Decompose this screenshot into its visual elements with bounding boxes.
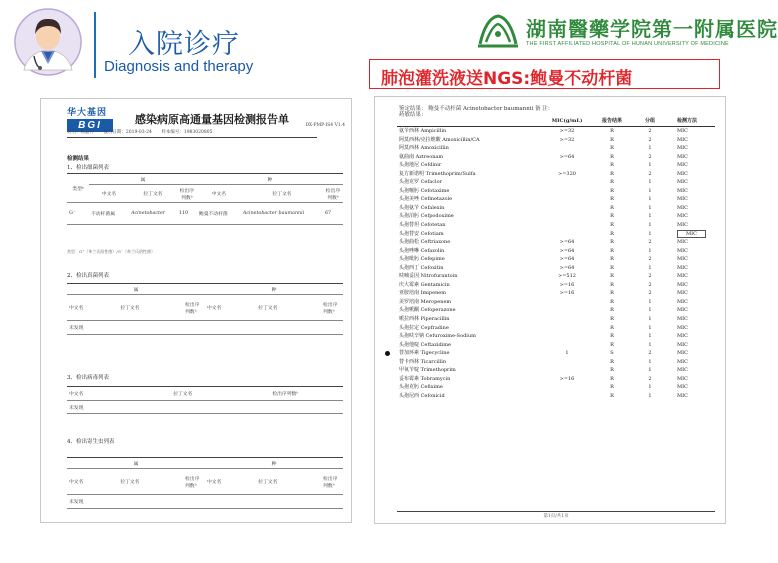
drug-name: 头孢唑啉 Cefazolin <box>399 247 445 254</box>
group-value: 1 <box>648 324 652 331</box>
result-value: R <box>610 222 614 229</box>
drug-name: 庆大霉素 Gentamicin <box>399 281 450 288</box>
col-method: 检测方法 <box>665 117 715 127</box>
method-value: MIC <box>677 281 688 288</box>
result-value: R <box>610 264 614 271</box>
method-value: MIC <box>677 341 688 348</box>
result-value: R <box>610 145 614 152</box>
col-species-reads: 检出序列数ᵇ <box>321 295 343 321</box>
col-species: 种 <box>197 174 343 185</box>
mic-value <box>545 204 589 213</box>
susceptibility-header-row <box>397 117 715 127</box>
drug-name: 头孢尼西 Cefonicid <box>399 392 445 399</box>
method-value <box>665 230 715 239</box>
method-value: MIC <box>677 153 688 160</box>
result-value: S <box>610 350 614 357</box>
report-date: 报告日期：2019-03-24 <box>103 130 152 135</box>
drug-name: 哌拉西林 Piperacillin <box>399 316 450 323</box>
group-value: 1 <box>648 213 652 220</box>
group-value: 2 <box>648 350 652 357</box>
method-value: MIC <box>677 239 688 246</box>
method-value: MIC <box>677 358 688 365</box>
genus-reads: 110 <box>177 203 197 225</box>
table-row <box>397 332 715 341</box>
table-row <box>397 204 715 213</box>
mic-value <box>545 341 589 350</box>
mic-value: >=64 <box>559 239 575 246</box>
mic-value <box>545 324 589 333</box>
slide-subtitle: Diagnosis and therapy <box>104 58 254 75</box>
col-species-cn: 中文名 <box>205 295 256 321</box>
col-species-cn: 中文名 <box>205 469 256 495</box>
hospital-name-en: THE FIRST AFFILIATED HOSPITAL OF HUNAN UNIVERSITY OF MEDICINE <box>526 41 729 47</box>
table-row <box>397 298 715 307</box>
mic-value: >=64 <box>559 153 575 160</box>
group-value: 1 <box>648 187 652 194</box>
susceptibility-report-document <box>374 96 726 524</box>
mic-value <box>545 298 589 307</box>
drug-name: 美罗培南 Meropenem <box>399 298 452 305</box>
method-value: MIC <box>677 375 688 382</box>
mic-value: >=32 <box>559 136 575 143</box>
drug-name: 头孢哌酮 Cefoperazone <box>399 307 456 314</box>
result-value: R <box>610 367 614 374</box>
table-row <box>397 230 715 239</box>
col-species-latin: 拉丁文名 <box>241 185 323 203</box>
table-row <box>397 170 715 179</box>
slide-title: 入院诊疗 <box>128 29 240 60</box>
col-species-cn: 中文名 <box>197 185 241 203</box>
group-value: 1 <box>648 341 652 348</box>
drug-name: 呋喃妥因 Nitrofurantoin <box>399 273 458 280</box>
virus-empty: 未发现 <box>67 401 343 414</box>
group-value: 2 <box>648 136 652 143</box>
result-value: R <box>610 333 614 340</box>
drug-name: 妥布霉素 Tobramycin <box>399 375 451 382</box>
result-value: R <box>610 196 614 203</box>
group-value: 2 <box>648 256 652 263</box>
group-value: 1 <box>648 298 652 305</box>
method-value: MIC <box>677 316 688 323</box>
table-row <box>397 358 715 367</box>
mic-value <box>545 212 589 221</box>
mic-value <box>545 161 589 170</box>
table-row <box>397 366 715 375</box>
mic-value: >=16 <box>559 375 575 382</box>
group-value: 1 <box>648 392 652 399</box>
method-value: MIC <box>677 273 688 280</box>
susceptibility-label: 药敏结果： <box>399 112 427 118</box>
group-value: 1 <box>648 384 652 391</box>
method-value: MIC <box>677 204 688 211</box>
col-genus-latin: 拉丁文名 <box>118 295 183 321</box>
mic-value: >=512 <box>558 273 576 280</box>
drug-name: 甲氧苄啶 Trimethoprim <box>399 367 456 374</box>
header-divider <box>94 12 96 78</box>
fungi-empty: 未发现 <box>67 321 343 335</box>
table-row <box>397 195 715 204</box>
drug-name: 头孢克罗 Cefaclor <box>399 179 443 186</box>
table-row <box>67 321 343 335</box>
mic-value: >=16 <box>559 281 575 288</box>
table-row <box>397 272 715 281</box>
result-value: R <box>610 324 614 331</box>
drug-name-text: 替加环素 Tigecycline <box>399 350 450 357</box>
result-value: R <box>610 341 614 348</box>
method-value: MIC <box>677 196 688 203</box>
result-value: R <box>610 247 614 254</box>
ngs-report-document <box>40 98 352 523</box>
method-value: MIC <box>677 213 688 220</box>
col-result: 报告结果 <box>589 117 635 127</box>
col-genus: 属 <box>67 284 205 295</box>
method-value: MIC <box>677 179 688 186</box>
col-genus-cn: 中文名 <box>67 469 118 495</box>
group-value: 1 <box>648 222 652 229</box>
method-value-highlight: MIC <box>677 230 706 238</box>
table-row <box>397 289 715 298</box>
bacteria-type: G⁻ <box>67 203 89 225</box>
mic-value: >=64 <box>559 256 575 263</box>
result-value: R <box>610 179 614 186</box>
col-virus-reads: 检出序列数ᵇ <box>228 387 343 401</box>
method-value: MIC <box>677 384 688 391</box>
mic-value <box>545 306 589 315</box>
report-info <box>67 129 317 138</box>
result-value: R <box>610 281 614 288</box>
table-row <box>397 221 715 230</box>
method-value: MIC <box>677 350 688 357</box>
susceptibility-table <box>397 117 715 401</box>
table-row <box>397 375 715 384</box>
table-row <box>397 306 715 315</box>
drug-name: 头孢拉定 Cepfradine <box>399 324 449 331</box>
mic-value: >=320 <box>558 170 576 177</box>
method-value: MIC <box>677 264 688 271</box>
drug-name: 氨苄西林 Ampicillin <box>399 128 447 134</box>
table-row <box>397 238 715 247</box>
col-group: 分组 <box>635 117 665 127</box>
table-row <box>397 153 715 162</box>
table-row <box>67 495 343 509</box>
mic-value <box>545 178 589 187</box>
col-species-latin: 拉丁文名 <box>256 295 321 321</box>
table-row <box>397 178 715 187</box>
drug-name: 头孢他啶 Ceftazidime <box>399 341 451 348</box>
col-genus-reads: 检出序列数ᵇ <box>177 185 197 203</box>
section-bacteria: 1、检出细菌列表 <box>67 165 109 171</box>
drug-name: 头孢克肟 Cefixime <box>399 384 443 391</box>
group-value: 1 <box>648 307 652 314</box>
table-row <box>397 383 715 392</box>
parasite-table <box>67 457 343 509</box>
col-species-reads: 检出序列数ᵇ <box>323 185 343 203</box>
genus-latin: Acinetobacter <box>129 203 177 225</box>
group-value: 1 <box>648 247 652 254</box>
result-value: R <box>610 239 614 246</box>
col-genus-reads: 检出序列数ᵇ <box>183 469 205 495</box>
method-value: MIC <box>677 307 688 314</box>
col-species: 种 <box>205 458 343 469</box>
table-row <box>397 349 715 358</box>
result-value: R <box>610 187 614 194</box>
method-value: MIC <box>677 145 688 152</box>
drug-name: 亚胺培南 Imipenem <box>399 290 446 297</box>
result-value: R <box>610 170 614 177</box>
method-value: MIC <box>677 256 688 263</box>
col-genus-cn: 中文名 <box>67 295 118 321</box>
table-row <box>397 127 715 136</box>
col-genus-latin: 拉丁文名 <box>118 469 183 495</box>
mic-value: 1 <box>565 350 569 357</box>
table-row <box>397 255 715 264</box>
group-value: 2 <box>648 273 652 280</box>
result-value: R <box>610 136 614 143</box>
drug-name: 头孢氨苄 Cefalexin <box>399 204 445 211</box>
mic-value: >=64 <box>559 264 575 271</box>
parasite-empty: 未发现 <box>67 495 343 509</box>
hospital-logo <box>476 8 778 52</box>
table-row <box>397 341 715 350</box>
result-value: R <box>610 290 614 297</box>
table-row <box>397 144 715 153</box>
highlight-bullet-icon <box>385 351 390 356</box>
method-value: MIC <box>677 170 688 177</box>
result-value: R <box>610 298 614 305</box>
group-value: 2 <box>648 290 652 297</box>
group-value: 1 <box>648 230 652 237</box>
result-value: R <box>610 307 614 314</box>
method-value: MIC <box>677 392 688 399</box>
method-value: MIC <box>677 333 688 340</box>
mic-value <box>545 383 589 392</box>
virus-table <box>67 386 343 414</box>
table-row <box>397 315 715 324</box>
method-value: MIC <box>677 367 688 374</box>
group-value: 1 <box>648 204 652 211</box>
col-type: 类型ᵃ <box>67 174 89 203</box>
bgi-brand-en: BGI <box>67 119 113 132</box>
mic-value <box>545 187 589 196</box>
section-fungi: 2、检出真菌列表 <box>67 273 109 279</box>
result-value: R <box>610 128 614 134</box>
group-value: 1 <box>648 367 652 374</box>
section-parasites: 4、检出寄生虫列表 <box>67 439 115 445</box>
method-value: MIC <box>677 247 688 254</box>
group-value: 2 <box>648 128 652 134</box>
table-row <box>397 264 715 273</box>
group-value: 1 <box>648 179 652 186</box>
method-value: MIC <box>677 324 688 331</box>
report-title: 感染病原高通量基因检测报告单 <box>135 113 289 126</box>
drug-name: 头孢地尼 Cefdinir <box>399 162 442 169</box>
bgi-logo <box>67 105 119 132</box>
table-row <box>397 187 715 196</box>
col-species: 种 <box>205 284 343 295</box>
group-value: 1 <box>648 358 652 365</box>
col-genus-reads: 检出序列数ᵇ <box>183 295 205 321</box>
method-value: MIC <box>677 128 688 134</box>
species-reads: 67 <box>323 203 343 225</box>
drug-name: 阿莫西林 Amoxicillin <box>399 145 449 152</box>
mic-value <box>545 358 589 367</box>
group-value: 1 <box>648 145 652 152</box>
group-value: 2 <box>648 170 652 177</box>
drug-name <box>397 349 545 358</box>
result-value: R <box>610 392 614 399</box>
species-cn: 鲍曼不动杆菌 <box>197 203 241 225</box>
col-species-reads: 检出序列数ᵇ <box>321 469 343 495</box>
bgi-brand-cn: 华大基因 <box>67 108 108 118</box>
group-value: 2 <box>648 239 652 246</box>
col-genus-cn: 中文名 <box>89 185 129 203</box>
mic-value <box>545 230 589 239</box>
result-value: R <box>610 230 614 237</box>
sample-id: 样本编号：1983020805 <box>161 130 213 135</box>
doctor-avatar-icon <box>14 8 82 76</box>
hospital-name: 湖南醫藥学院第一附属医院 <box>526 17 778 41</box>
result-value: R <box>610 375 614 382</box>
page-footer: 第1页/共1页 <box>397 511 715 519</box>
group-value: 1 <box>648 162 652 169</box>
mic-value <box>545 315 589 324</box>
type-note: 类型：G⁺（革兰氏阳性菌）/G⁻（革兰氏阴性菌） <box>67 249 155 254</box>
ngs-result-banner: 肺泡灌洗液送NGS:鲍曼不动杆菌 <box>369 59 720 89</box>
result-value: R <box>610 384 614 391</box>
method-value: MIC <box>677 136 688 143</box>
drug-name: 头孢西丁 Cefoxitin <box>399 264 444 271</box>
method-value: MIC <box>677 162 688 169</box>
method-value: MIC <box>677 290 688 297</box>
result-value: R <box>610 162 614 169</box>
drug-name: 头孢呋辛钠 Cefuroxime-Sodium <box>399 333 476 340</box>
col-genus: 属 <box>89 174 197 185</box>
doc-code: DX-PMP-IS4 V1.4 <box>305 123 345 128</box>
mic-value <box>545 195 589 204</box>
col-mic: MIC(g/mL) <box>545 117 589 127</box>
drug-name: 复方新诺明 Trimethoprim/Sulfa <box>399 170 476 177</box>
species-latin: Acinetobacter baumannii <box>241 203 323 225</box>
table-row <box>397 136 715 145</box>
mic-value: >=64 <box>559 247 575 254</box>
table-row <box>397 281 715 290</box>
mic-value: >=16 <box>559 290 575 297</box>
mic-value <box>545 221 589 230</box>
drug-name: 阿莫西林/克拉维酸 Amoxicillin/CA <box>399 136 480 143</box>
result-value: R <box>610 358 614 365</box>
mic-value <box>545 332 589 341</box>
fungi-table <box>67 283 343 335</box>
bacteria-table <box>67 173 343 225</box>
genus-cn: 不动杆菌属 <box>89 203 129 225</box>
result-value: R <box>610 204 614 211</box>
col-genus-latin: 拉丁文名 <box>129 185 177 203</box>
group-value: 1 <box>648 333 652 340</box>
drug-name: 头孢曲松 Ceftriaxone <box>399 239 451 246</box>
drug-name: 头孢替坦 Cefotetan <box>399 222 446 229</box>
group-value: 1 <box>648 316 652 323</box>
result-value: R <box>610 316 614 323</box>
section-results: 检测结果 <box>67 156 90 162</box>
mic-value <box>545 144 589 153</box>
mic-value <box>545 392 589 401</box>
group-value: 2 <box>648 375 652 382</box>
method-value: MIC <box>677 187 688 194</box>
method-value: MIC <box>677 298 688 305</box>
group-value: 2 <box>648 153 652 160</box>
table-row <box>397 212 715 221</box>
method-value: MIC <box>677 222 688 229</box>
col-virus-latin: 拉丁文名 <box>138 387 228 401</box>
group-value: 2 <box>648 281 652 288</box>
result-value: R <box>610 213 614 220</box>
col-genus: 属 <box>67 458 205 469</box>
drug-name: 替卡西林 Ticarcillin <box>399 358 447 365</box>
patient-name: 姓名：杨孟竹 <box>67 130 94 135</box>
section-viruses: 3、检出病毒列表 <box>67 375 109 381</box>
table-row <box>67 203 343 225</box>
drug-name: 头孢噻肟 Cefotaxime <box>399 187 450 194</box>
table-row <box>397 324 715 333</box>
result-value: R <box>610 273 614 280</box>
table-row <box>397 161 715 170</box>
table-row <box>397 392 715 401</box>
mic-value <box>545 366 589 375</box>
drug-name: 头孢替安 Cefotiam <box>399 230 444 237</box>
drug-name: 头孢吡肟 Cefepime <box>399 256 445 263</box>
hospital-emblem-icon <box>476 10 520 50</box>
table-row <box>397 247 715 256</box>
drug-name: 头孢泊肟 Cefpodoxime <box>399 213 454 220</box>
col-virus-cn: 中文名 <box>67 387 138 401</box>
drug-name: 头孢美唑 Cefmetazole <box>399 196 453 203</box>
result-value: R <box>610 256 614 263</box>
group-value: 1 <box>648 196 652 203</box>
result-value: R <box>610 153 614 160</box>
group-value: 1 <box>648 264 652 271</box>
mic-value: >=32 <box>559 128 575 134</box>
col-species-latin: 拉丁文名 <box>256 469 321 495</box>
table-row <box>67 401 343 414</box>
identification-result: 鉴定结果： 鲍曼不动杆菌 Acinetobacter baumannii 备 注： <box>399 106 554 112</box>
drug-name: 氨曲南 Aztreonam <box>399 153 444 160</box>
